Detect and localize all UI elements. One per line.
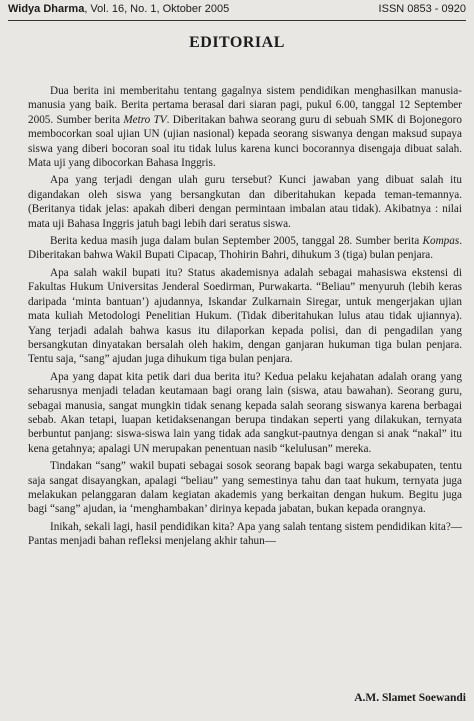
paragraph-2: Apa yang terjadi dengan ulah guru tersebut? Kunci jawaban yang dibuat salah itu digandakan oleh siswa yang bersangkutan dan diberitahukan kepada teman-temannya. (Beritanya tidak jelas: apakah diberi dengan permintaan imbalan atau tidak). Akibatnya : nilai mata uji Bahasa Inggris jatuh bagi lebih dari seratus siswa. — [28, 174, 462, 230]
paragraph-5: Apa yang dapat kita petik dari dua berita itu? Kedua pelaku kejahatan adalah orang yang seharusnya menjadi teladan keutamaan bagi orang lain (siswa, atau bawahan). Seorang guru, sebagai manusia, sangat mungkin tidak senang kepada salah seorang siswanya karena berbagai sebab. Akan tetapi, luapan ketidaksenangan berupa tindakan seperti yang dilakukan, ternyata berbuntut panjang: siswa-siswa lain yang tidak ada sangkut-pautnya dengan si anak “nakal” itu kena getahnya; apalagi UN merupakan penentuan nasib “kelulusan” mereka. — [28, 370, 462, 455]
journal-issue: , Vol. 16, No. 1, Oktober 2005 — [84, 3, 230, 15]
paragraph-6: Tindakan “sang” wakil bupati sebagai sosok seorang bapak bagi warga sekabupaten, tentu saja sangat disayangkan, apalagi “beliau” yang semestinya tahu dan taat hukum, ternyata juga melakukan pelanggaran dalam kegiatan akademis yang berkaitan dengan hukum. Begitu juga bagi “sang” ajudan, ia ‘menghambakan’ dirinya kepada jabatan, bukan kepada orangnya. — [28, 460, 462, 516]
running-header — [8, 2, 466, 21]
publication-name: Metro TV — [123, 113, 167, 126]
paragraph-3: Berita kedua masih juga dalam bulan September 2005, tanggal 28. Sumber berita Kompas. Diberitakan bahwa Wakil Bupati Cipacap, Thohirin Bahri, dihukum 3 (tiga) bulan penjara. — [28, 235, 462, 262]
journal-name: Widya Dharma — [8, 3, 85, 15]
journal-citation — [8, 3, 229, 15]
page-title: EDITORIAL — [189, 34, 285, 51]
publication-name: Kompas — [422, 235, 460, 248]
paragraph-4: Apa salah wakil bupati itu? Status akademisnya adalah sebagai mahasiswa ekstensi di Fakultas Hukum Universitas Jenderal Soedirman, Purwakarta. “Beliau” menyuruh (lebih keras daripada ‘minta bantuan’) ajudannya, Iskandar Zulkarnain Siregar, untuk mengerjakan ujian mata kuliah Metodologi Penelitian Hukum. (Tidak diberitahukan lulus atau tidak ujiannya). Yang terjadi adalah bahwa kasus itu dilaporkan kepada polisi, dan di pengadilan yang bersangkutan dinyatakan bersalah oleh hakim, dengan ganjaran hukuman tiga bulan penjara. Tentu saja, “sang” ajudan juga dihukum tiga bulan penjara. — [28, 266, 462, 366]
paragraph-7: Inikah, sekali lagi, hasil pendidikan kita? Apa yang salah tentang sistem pendidikan kita?—Pantas menjadi bahan refleksi menjelang akhir tahun— — [28, 520, 462, 548]
paragraph-1: Dua berita ini memberitahu tentang gagalnya sistem pendidikan menghasilkan manusia-manusia yang baik. Berita pertama berasal dari siaran pagi, pukul 6.00, tanggal 12 September 2005. Sumber berita Metro TV. Diberitakan bahwa seorang guru di sebuah SMK di Bojonegoro membocorkan soal ujian UN (ujian nasional) kepada seorang siswanya dengan maksud supaya siswa yang diberi bocoran soal itu tidak lulus karena kunci bocorannya disengaja dibuat salah. Mata uji yang dibocorkan Bahasa Inggris. — [28, 85, 462, 170]
issn: ISSN 0853 - 0920 — [378, 3, 466, 15]
author-signature: A.M. Slamet Soewandi — [354, 692, 466, 704]
editorial-body — [28, 84, 462, 552]
